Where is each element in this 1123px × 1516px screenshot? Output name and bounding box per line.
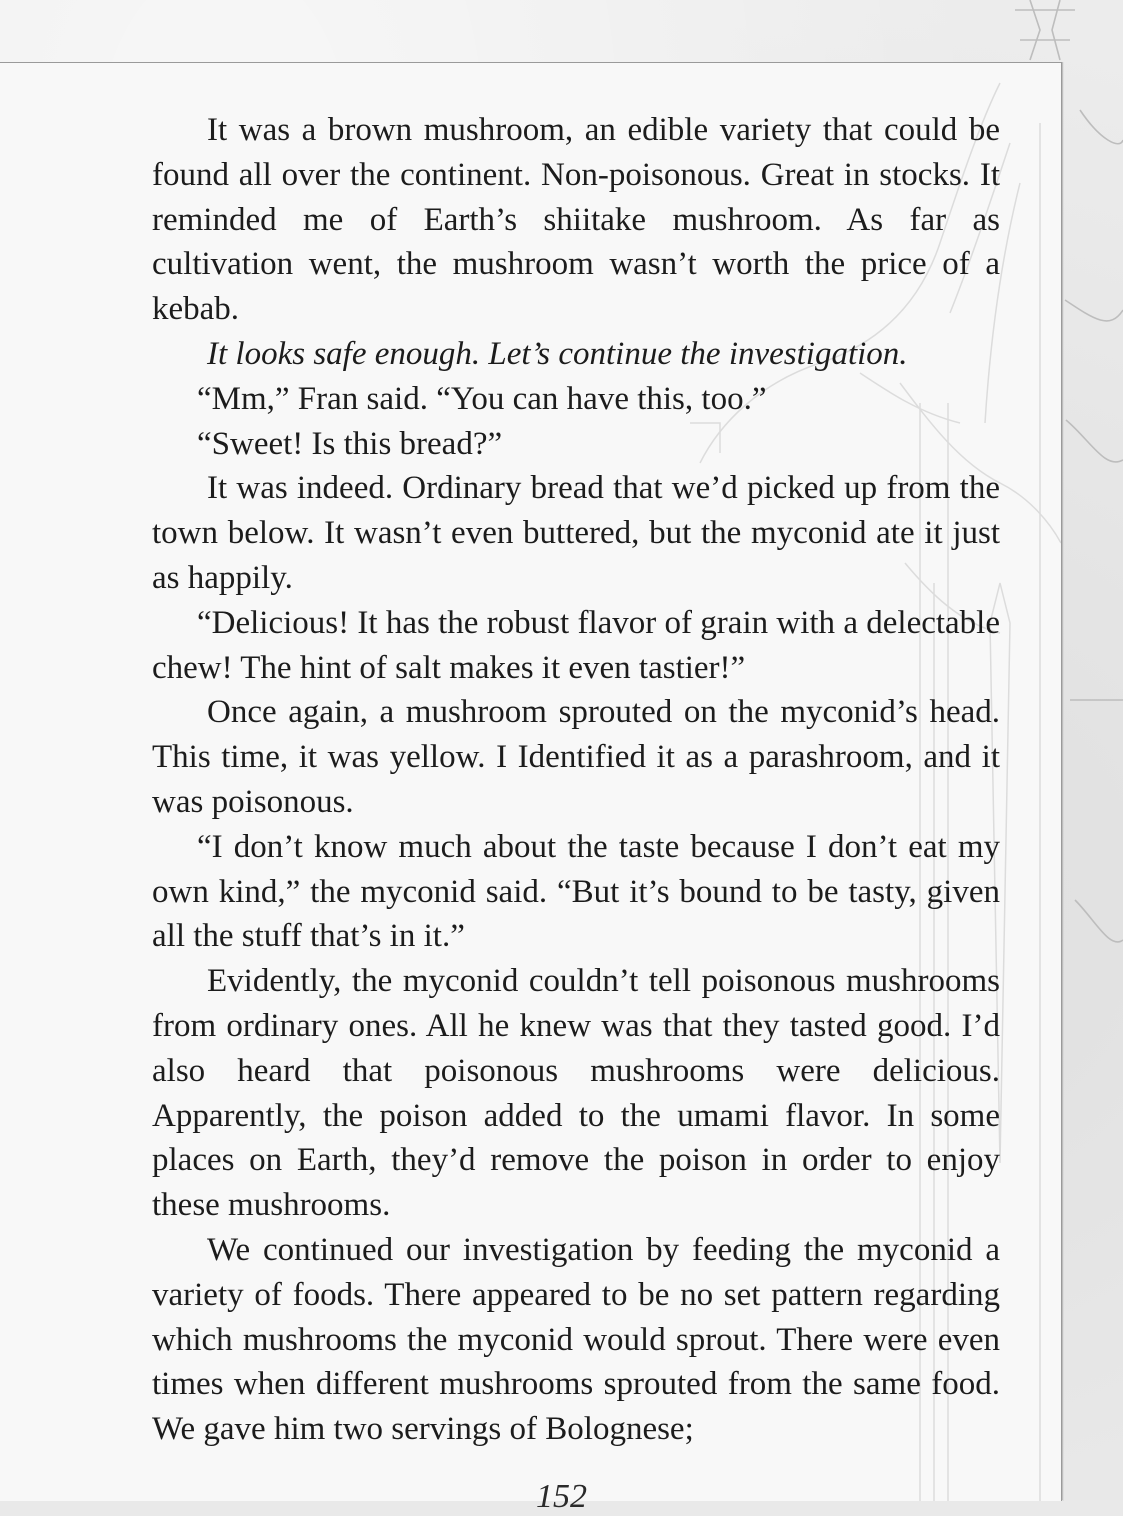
paragraph: Once again, a mushroom sprouted on the myconid’s head. This time, it was yellow. I Identified it as a parashroom, and it was poisonous. [152,694,1000,820]
paragraph: We continued our investigation by feeding the myconid a variety of foods. There appeared to be no set pattern regarding which mushrooms the myconid would sprout. There were even times when different mushrooms sprouted from the same food. We gave him two servings of Bolognese; [152,1231,1000,1448]
paragraph: It was a brown mushroom, an edible variety that could be found all over the continent. Non-poisonous. Great in stocks. It reminded me of Earth’s shiitake mushroom. As far as cultivation went, the mushroom wasn’t worth the price of a kebab. [152,112,1000,328]
dialog-paragraph: “I don’t know much about the taste because I don’t eat my own kind,” the myconid said. “But it’s bound to be tasty, given all the stuff that’s in it.” [152,828,1000,955]
body-text [152,108,1000,1452]
dialog-paragraph: “Mm,” Fran said. “You can have this, too.” [197,380,767,417]
thought-paragraph: It looks safe enough. Let’s continue the investigation. [207,335,908,372]
paragraph: It was indeed. Ordinary bread that we’d picked up from the town below. It wasn’t even buttered, but the myconid ate it just as happily. [152,470,1000,596]
dialog-paragraph: “Delicious! It has the robust flavor of grain with a delectable chew! The hint of salt makes it even tastier!” [152,604,1000,686]
paragraph: Evidently, the myconid couldn’t tell poisonous mushrooms from ordinary ones. All he knew was that they tasted good. I’d also heard that poisonous mushrooms were delicious. Apparently, the poison added to the umami flavor. In some places on Earth, they’d remove the poison in order to enjoy these mushrooms. [152,963,1000,1224]
dialog-paragraph: “Sweet! Is this bread?” [197,425,503,462]
page-number: 152 [536,1478,587,1515]
